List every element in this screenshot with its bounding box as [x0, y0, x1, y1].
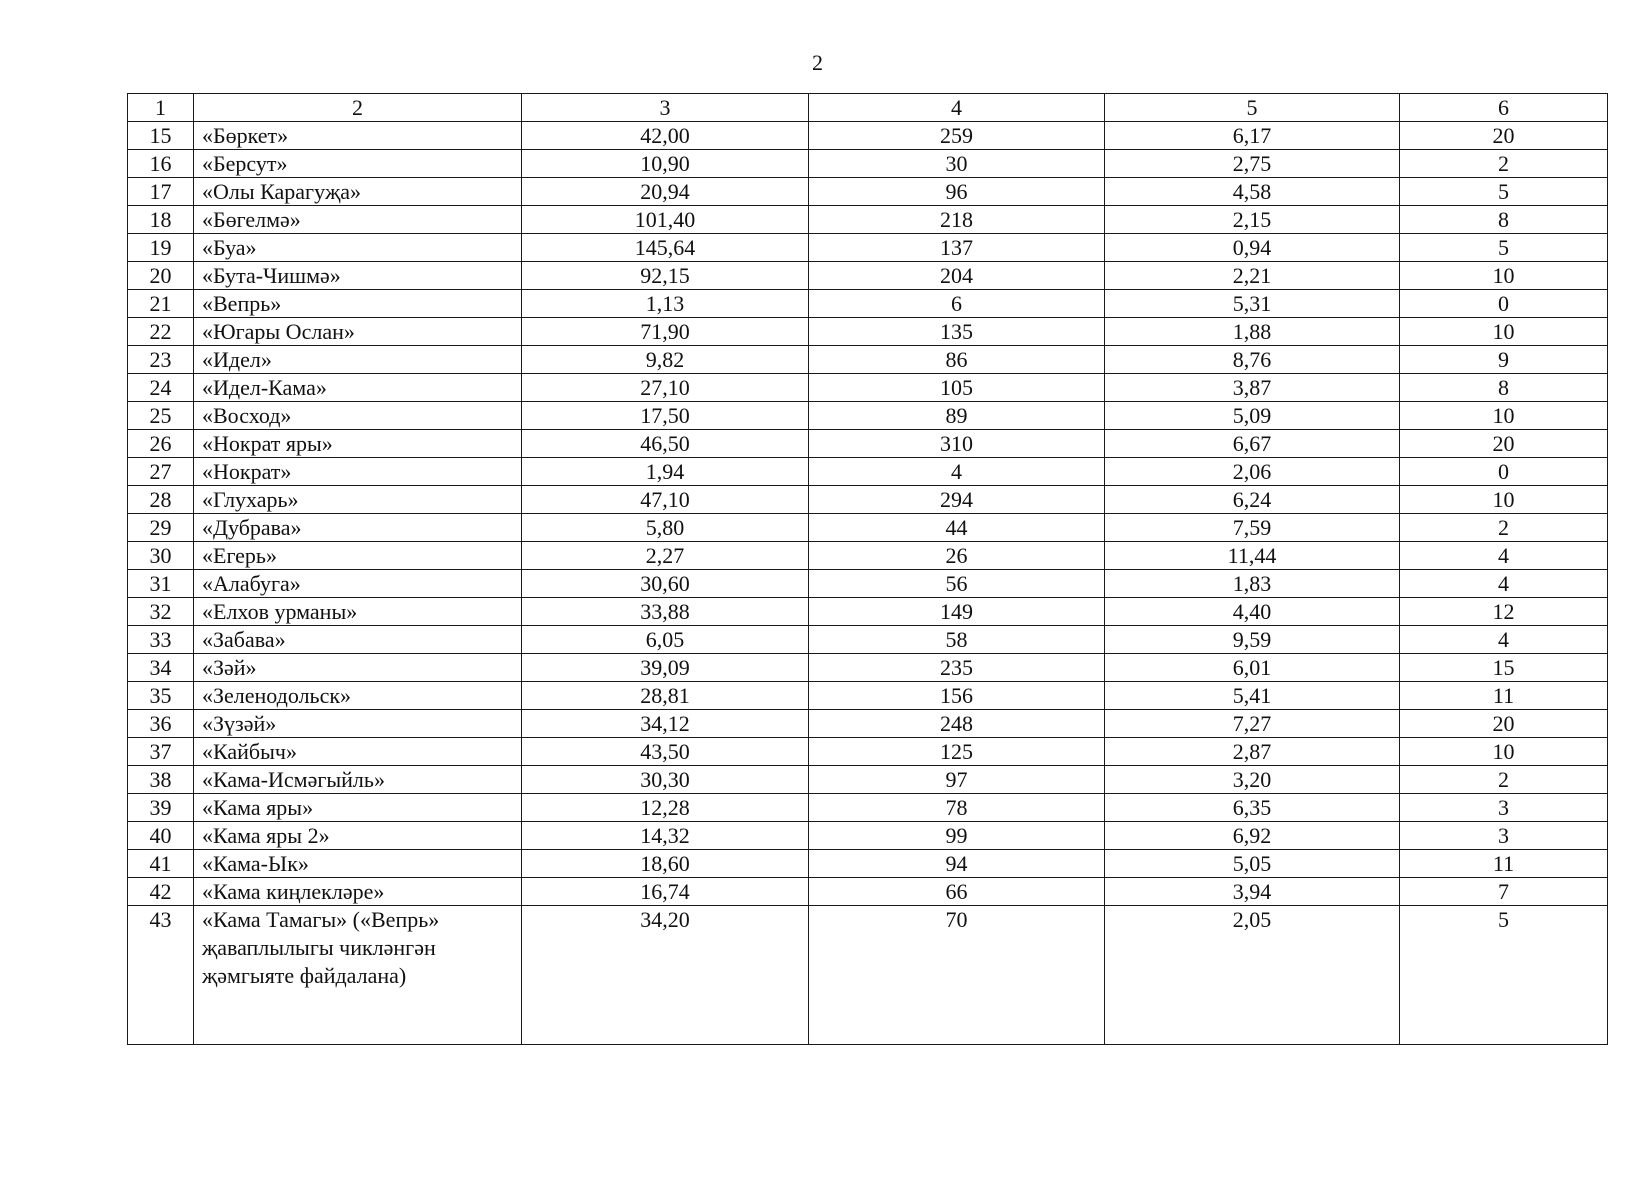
row-number-cell: 43: [128, 906, 194, 1045]
column-6-cell: 8: [1400, 206, 1608, 234]
column-5-cell: 2,06: [1105, 458, 1400, 486]
column-5-cell: 6,24: [1105, 486, 1400, 514]
table-row: [128, 570, 1608, 598]
table-row: [128, 374, 1608, 402]
column-6-cell: 7: [1400, 878, 1608, 906]
column-5-cell: 2,05: [1105, 906, 1400, 1045]
column-5-cell: 4,40: [1105, 598, 1400, 626]
column-3-cell: 1,13: [522, 290, 809, 318]
table-row: [128, 290, 1608, 318]
row-number-cell: 40: [128, 822, 194, 850]
row-number-cell: 21: [128, 290, 194, 318]
column-5-cell: 6,17: [1105, 122, 1400, 150]
hunting-ground-name-cell: «Зүзәй»: [194, 710, 522, 738]
hunting-ground-name-cell: «Бута-Чишмә»: [194, 262, 522, 290]
hunting-ground-name-cell: «Бөгелмә»: [194, 206, 522, 234]
column-4-cell: 56: [809, 570, 1105, 598]
row-number-cell: 32: [128, 598, 194, 626]
column-6-cell: 10: [1400, 486, 1608, 514]
column-5-cell: 3,94: [1105, 878, 1400, 906]
table-row: [128, 318, 1608, 346]
column-3-cell: 30,30: [522, 766, 809, 794]
column-5-cell: 3,87: [1105, 374, 1400, 402]
column-header: 2: [194, 94, 522, 122]
column-5-cell: 9,59: [1105, 626, 1400, 654]
row-number-cell: 29: [128, 514, 194, 542]
column-4-cell: 105: [809, 374, 1105, 402]
column-5-cell: 6,92: [1105, 822, 1400, 850]
table-row: [128, 178, 1608, 206]
column-4-cell: 26: [809, 542, 1105, 570]
column-5-cell: 4,58: [1105, 178, 1400, 206]
column-4-cell: 30: [809, 150, 1105, 178]
column-4-cell: 44: [809, 514, 1105, 542]
column-3-cell: 12,28: [522, 794, 809, 822]
row-number-cell: 16: [128, 150, 194, 178]
row-number-cell: 22: [128, 318, 194, 346]
column-6-cell: 4: [1400, 570, 1608, 598]
column-4-cell: 149: [809, 598, 1105, 626]
column-4-cell: 204: [809, 262, 1105, 290]
table-row: [128, 206, 1608, 234]
hunting-ground-name-cell: «Кайбыч»: [194, 738, 522, 766]
hunting-ground-name-cell: «Глухарь»: [194, 486, 522, 514]
column-3-cell: 20,94: [522, 178, 809, 206]
table-row: [128, 738, 1608, 766]
column-5-cell: 0,94: [1105, 234, 1400, 262]
column-6-cell: 9: [1400, 346, 1608, 374]
hunting-ground-name-cell: «Бөркет»: [194, 122, 522, 150]
column-4-cell: 156: [809, 682, 1105, 710]
column-5-cell: 5,05: [1105, 850, 1400, 878]
table-row: [128, 710, 1608, 738]
row-number-cell: 34: [128, 654, 194, 682]
column-4-cell: 294: [809, 486, 1105, 514]
column-4-cell: 6: [809, 290, 1105, 318]
column-6-cell: 3: [1400, 794, 1608, 822]
column-3-cell: 16,74: [522, 878, 809, 906]
column-3-cell: 6,05: [522, 626, 809, 654]
row-number-cell: 18: [128, 206, 194, 234]
column-6-cell: 5: [1400, 906, 1608, 1045]
column-6-cell: 5: [1400, 234, 1608, 262]
column-5-cell: 2,87: [1105, 738, 1400, 766]
row-number-cell: 26: [128, 430, 194, 458]
column-3-cell: 92,15: [522, 262, 809, 290]
column-3-cell: 17,50: [522, 402, 809, 430]
row-number-cell: 20: [128, 262, 194, 290]
row-number-cell: 38: [128, 766, 194, 794]
row-number-cell: 42: [128, 878, 194, 906]
column-6-cell: 3: [1400, 822, 1608, 850]
column-5-cell: 2,21: [1105, 262, 1400, 290]
table-row: [128, 598, 1608, 626]
hunting-ground-name-cell: «Буа»: [194, 234, 522, 262]
column-6-cell: 2: [1400, 150, 1608, 178]
column-3-cell: 2,27: [522, 542, 809, 570]
column-5-cell: 8,76: [1105, 346, 1400, 374]
row-number-cell: 36: [128, 710, 194, 738]
column-6-cell: 11: [1400, 850, 1608, 878]
table-row: [128, 878, 1608, 906]
column-4-cell: 218: [809, 206, 1105, 234]
column-6-cell: 2: [1400, 766, 1608, 794]
column-3-cell: 9,82: [522, 346, 809, 374]
row-number-cell: 19: [128, 234, 194, 262]
row-number-cell: 27: [128, 458, 194, 486]
column-3-cell: 47,10: [522, 486, 809, 514]
column-6-cell: 4: [1400, 626, 1608, 654]
table-row: [128, 402, 1608, 430]
column-6-cell: 8: [1400, 374, 1608, 402]
column-header: 5: [1105, 94, 1400, 122]
table-row: [128, 850, 1608, 878]
table-row: [128, 262, 1608, 290]
column-6-cell: 11: [1400, 682, 1608, 710]
column-4-cell: 96: [809, 178, 1105, 206]
column-5-cell: 6,67: [1105, 430, 1400, 458]
column-6-cell: 10: [1400, 318, 1608, 346]
hunting-ground-name-cell: «Нократ яры»: [194, 430, 522, 458]
hunting-ground-name-cell: «Восход»: [194, 402, 522, 430]
table-header-row: [128, 94, 1608, 122]
column-5-cell: 3,20: [1105, 766, 1400, 794]
table-row: [128, 234, 1608, 262]
column-6-cell: 4: [1400, 542, 1608, 570]
column-header: 1: [128, 94, 194, 122]
column-6-cell: 20: [1400, 122, 1608, 150]
hunting-ground-name-cell: «Кама киңлекләре»: [194, 878, 522, 906]
column-header: 3: [522, 94, 809, 122]
column-3-cell: 34,20: [522, 906, 809, 1045]
row-number-cell: 15: [128, 122, 194, 150]
column-3-cell: 71,90: [522, 318, 809, 346]
column-5-cell: 7,27: [1105, 710, 1400, 738]
table-row: [128, 346, 1608, 374]
row-number-cell: 25: [128, 402, 194, 430]
column-6-cell: 5: [1400, 178, 1608, 206]
table-row: [128, 626, 1608, 654]
column-3-cell: 1,94: [522, 458, 809, 486]
column-4-cell: 58: [809, 626, 1105, 654]
hunting-ground-name-cell: «Забава»: [194, 626, 522, 654]
hunting-ground-name-cell: «Кама Тамагы» («Вепрь» җаваплылыгы чикләнгән җәмгыяте файдалана): [194, 906, 522, 1045]
hunting-ground-name-cell: «Кама-Ык»: [194, 850, 522, 878]
row-number-cell: 41: [128, 850, 194, 878]
table-row: [128, 122, 1608, 150]
hunting-ground-name-cell: «Берсут»: [194, 150, 522, 178]
column-3-cell: 33,88: [522, 598, 809, 626]
column-6-cell: 12: [1400, 598, 1608, 626]
column-6-cell: 20: [1400, 710, 1608, 738]
column-5-cell: 11,44: [1105, 542, 1400, 570]
column-5-cell: 5,09: [1105, 402, 1400, 430]
column-3-cell: 42,00: [522, 122, 809, 150]
table-row: [128, 794, 1608, 822]
column-3-cell: 18,60: [522, 850, 809, 878]
column-3-cell: 46,50: [522, 430, 809, 458]
table-row: [128, 906, 1608, 1045]
column-5-cell: 5,41: [1105, 682, 1400, 710]
table-row: [128, 654, 1608, 682]
column-4-cell: 86: [809, 346, 1105, 374]
column-4-cell: 259: [809, 122, 1105, 150]
hunting-ground-name-cell: «Дубрава»: [194, 514, 522, 542]
column-3-cell: 34,12: [522, 710, 809, 738]
table-row: [128, 486, 1608, 514]
hunting-ground-name-cell: «Кама-Исмәгыйль»: [194, 766, 522, 794]
column-6-cell: 2: [1400, 514, 1608, 542]
row-number-cell: 35: [128, 682, 194, 710]
column-4-cell: 66: [809, 878, 1105, 906]
hunting-ground-name-cell: «Нократ»: [194, 458, 522, 486]
column-4-cell: 4: [809, 458, 1105, 486]
row-number-cell: 28: [128, 486, 194, 514]
row-number-cell: 24: [128, 374, 194, 402]
hunting-ground-name-cell: «Идел-Кама»: [194, 374, 522, 402]
column-header: 4: [809, 94, 1105, 122]
row-number-cell: 23: [128, 346, 194, 374]
row-number-cell: 33: [128, 626, 194, 654]
hunting-ground-name-cell: «Кама яры»: [194, 794, 522, 822]
column-4-cell: 248: [809, 710, 1105, 738]
row-number-cell: 31: [128, 570, 194, 598]
hunting-ground-name-cell: «Зәй»: [194, 654, 522, 682]
table-row: [128, 766, 1608, 794]
column-3-cell: 39,09: [522, 654, 809, 682]
table-row: [128, 150, 1608, 178]
hunting-ground-name-cell: «Олы Карагуҗа»: [194, 178, 522, 206]
row-number-cell: 30: [128, 542, 194, 570]
page-number: 2: [812, 50, 823, 75]
column-5-cell: 5,31: [1105, 290, 1400, 318]
column-header: 6: [1400, 94, 1608, 122]
table-row: [128, 430, 1608, 458]
column-5-cell: 7,59: [1105, 514, 1400, 542]
column-5-cell: 1,88: [1105, 318, 1400, 346]
column-3-cell: 27,10: [522, 374, 809, 402]
column-4-cell: 70: [809, 906, 1105, 1045]
column-5-cell: 2,75: [1105, 150, 1400, 178]
column-4-cell: 125: [809, 738, 1105, 766]
table-row: [128, 458, 1608, 486]
column-4-cell: 78: [809, 794, 1105, 822]
row-number-cell: 17: [128, 178, 194, 206]
column-4-cell: 94: [809, 850, 1105, 878]
column-5-cell: 2,15: [1105, 206, 1400, 234]
hunting-ground-name-cell: «Кама яры 2»: [194, 822, 522, 850]
table-row: [128, 542, 1608, 570]
column-3-cell: 145,64: [522, 234, 809, 262]
column-6-cell: 15: [1400, 654, 1608, 682]
hunting-ground-name-cell: «Идел»: [194, 346, 522, 374]
column-3-cell: 14,32: [522, 822, 809, 850]
column-3-cell: 28,81: [522, 682, 809, 710]
row-number-cell: 37: [128, 738, 194, 766]
column-4-cell: 89: [809, 402, 1105, 430]
column-4-cell: 137: [809, 234, 1105, 262]
table-row: [128, 682, 1608, 710]
column-4-cell: 135: [809, 318, 1105, 346]
column-4-cell: 235: [809, 654, 1105, 682]
column-3-cell: 30,60: [522, 570, 809, 598]
data-table: [127, 93, 1608, 1045]
column-5-cell: 6,35: [1105, 794, 1400, 822]
hunting-ground-name-cell: «Зеленодольск»: [194, 682, 522, 710]
column-3-cell: 10,90: [522, 150, 809, 178]
column-6-cell: 10: [1400, 262, 1608, 290]
column-4-cell: 310: [809, 430, 1105, 458]
table-row: [128, 822, 1608, 850]
column-3-cell: 101,40: [522, 206, 809, 234]
hunting-ground-name-cell: «Югары Ослан»: [194, 318, 522, 346]
table-row: [128, 514, 1608, 542]
hunting-ground-name-cell: «Егерь»: [194, 542, 522, 570]
column-4-cell: 99: [809, 822, 1105, 850]
hunting-ground-name-cell: «Алабуга»: [194, 570, 522, 598]
column-6-cell: 10: [1400, 738, 1608, 766]
column-6-cell: 10: [1400, 402, 1608, 430]
column-6-cell: 0: [1400, 458, 1608, 486]
table-body: [128, 94, 1608, 1045]
row-number-cell: 39: [128, 794, 194, 822]
column-3-cell: 43,50: [522, 738, 809, 766]
column-4-cell: 97: [809, 766, 1105, 794]
hunting-ground-name-cell: «Елхов урманы»: [194, 598, 522, 626]
column-5-cell: 6,01: [1105, 654, 1400, 682]
hunting-ground-name-cell: «Вепрь»: [194, 290, 522, 318]
column-6-cell: 20: [1400, 430, 1608, 458]
column-3-cell: 5,80: [522, 514, 809, 542]
column-6-cell: 0: [1400, 290, 1608, 318]
column-5-cell: 1,83: [1105, 570, 1400, 598]
